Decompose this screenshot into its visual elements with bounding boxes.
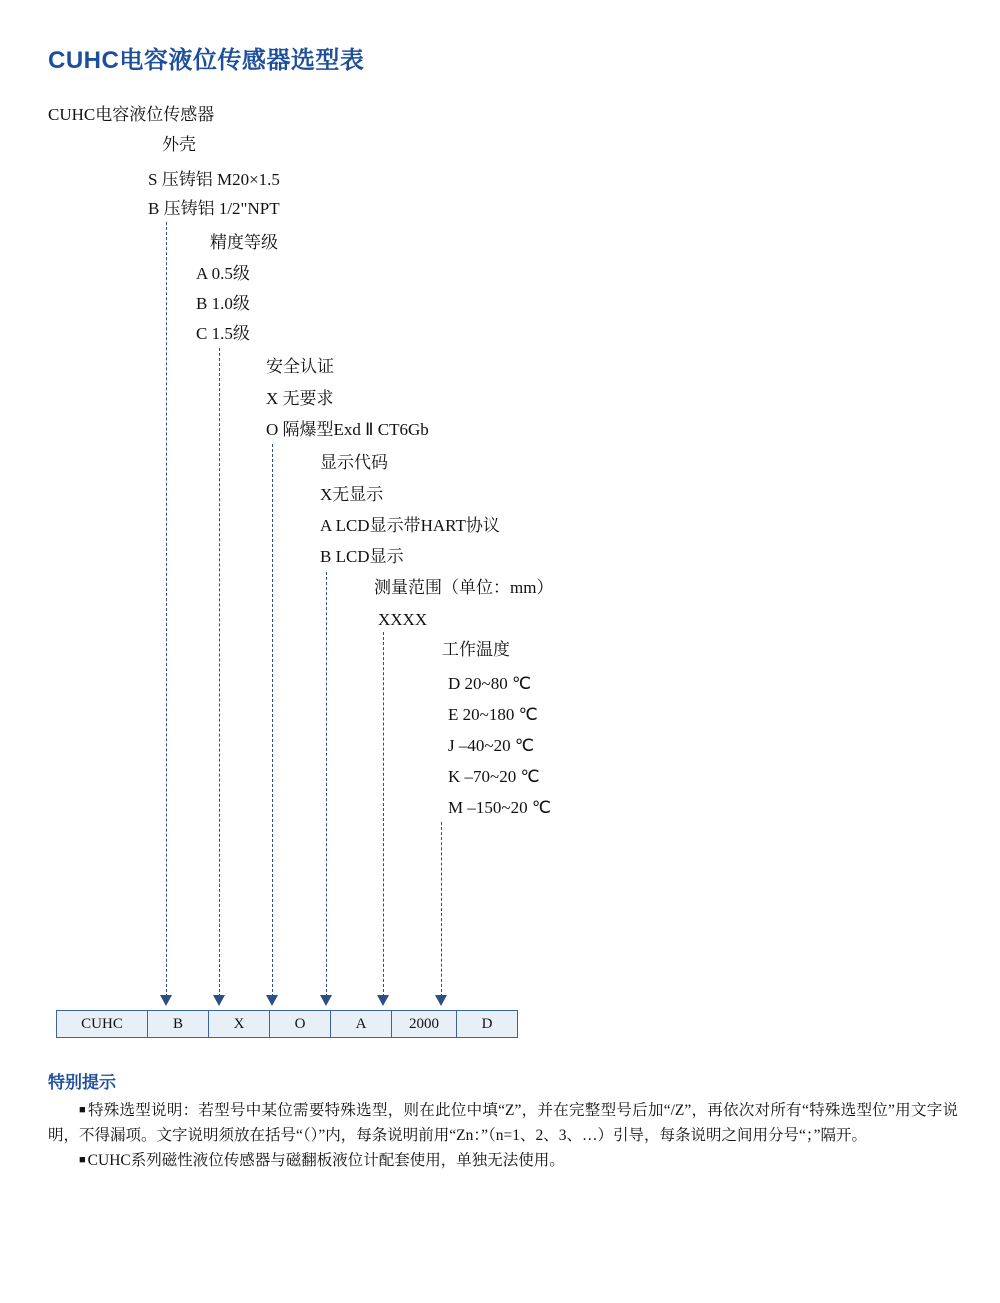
connector-arrow-display (320, 995, 332, 1006)
group-header-display: 显示代码 (320, 453, 388, 472)
option-housing-B: B 压铸铝 1/2"NPT (148, 199, 280, 218)
table-row (57, 1011, 518, 1038)
code-cell-accuracy: X (209, 1011, 270, 1038)
model-code-table (56, 1010, 518, 1038)
notes-title: 特别提示 (48, 1073, 116, 1092)
option-accuracy-A: A 0.5级 (196, 264, 250, 283)
connector-line-housing (166, 222, 167, 997)
code-cell-series: CUHC (57, 1011, 148, 1038)
option-accuracy-B: B 1.0级 (196, 294, 250, 313)
option-temp-K: K –70~20 ℃ (448, 767, 540, 786)
option-temp-J: J –40~20 ℃ (448, 736, 534, 755)
option-temp-M: M –150~20 ℃ (448, 798, 551, 817)
option-display-B: B LCD显示 (320, 547, 404, 566)
option-safety-X: X 无要求 (266, 389, 334, 408)
option-accuracy-C: C 1.5级 (196, 324, 250, 343)
code-cell-housing: B (148, 1011, 209, 1038)
square-bullet-icon: ■ (79, 1104, 86, 1116)
connector-arrow-accuracy (213, 995, 225, 1006)
connector-arrow-temperature (435, 995, 447, 1006)
notes-body (48, 1098, 958, 1173)
code-cell-safety: O (270, 1011, 331, 1038)
group-header-accuracy: 精度等级 (210, 233, 278, 252)
connector-arrow-housing (160, 995, 172, 1006)
note-text: 特殊选型说明：若型号中某位需要特殊选型，则在此位中填“Z”，并在完整型号后加“/Z”，再依次对所有“特殊选型位”用文字说明，不得漏项。文字说明须放在括号“（）”内，每条说明前用“Zn：”（n=1、2、3、…）引导，每条说明之间用分号“；”隔开。 (48, 1102, 958, 1144)
connector-line-safety (272, 444, 273, 997)
connector-line-range (383, 632, 384, 997)
connector-arrow-range (377, 995, 389, 1006)
option-temp-E: E 20~180 ℃ (448, 705, 538, 724)
option-range-xxxx: XXXX (378, 610, 428, 629)
note-text: CUHC系列磁性液位传感器与磁翻板液位计配套使用，单独无法使用。 (87, 1152, 565, 1169)
group-header-safety: 安全认证 (266, 357, 334, 376)
code-cell-temperature: D (457, 1011, 518, 1038)
code-cell-display: A (331, 1011, 392, 1038)
note-item (48, 1098, 958, 1148)
code-cell-range: 2000 (392, 1011, 457, 1038)
connector-line-temperature (441, 822, 442, 997)
connector-arrow-safety (266, 995, 278, 1006)
option-housing-S: S 压铸铝 M20×1.5 (148, 170, 280, 189)
connector-line-accuracy (219, 348, 220, 997)
tree-root-label: CUHC电容液位传感器 (48, 105, 215, 124)
note-item (48, 1148, 958, 1173)
connector-line-display (326, 572, 327, 997)
option-safety-O: O 隔爆型Exd Ⅱ CT6Gb (266, 420, 429, 439)
option-temp-D: D 20~80 ℃ (448, 674, 532, 693)
option-display-X: X无显示 (320, 485, 384, 504)
group-header-temperature: 工作温度 (442, 640, 510, 659)
option-display-A: A LCD显示带HART协议 (320, 516, 500, 535)
group-header-range: 测量范围（单位：mm） (374, 578, 554, 597)
group-header-housing: 外壳 (162, 135, 196, 154)
square-bullet-icon: ■ (79, 1154, 86, 1166)
page-title: CUHC电容液位传感器选型表 (48, 47, 365, 74)
